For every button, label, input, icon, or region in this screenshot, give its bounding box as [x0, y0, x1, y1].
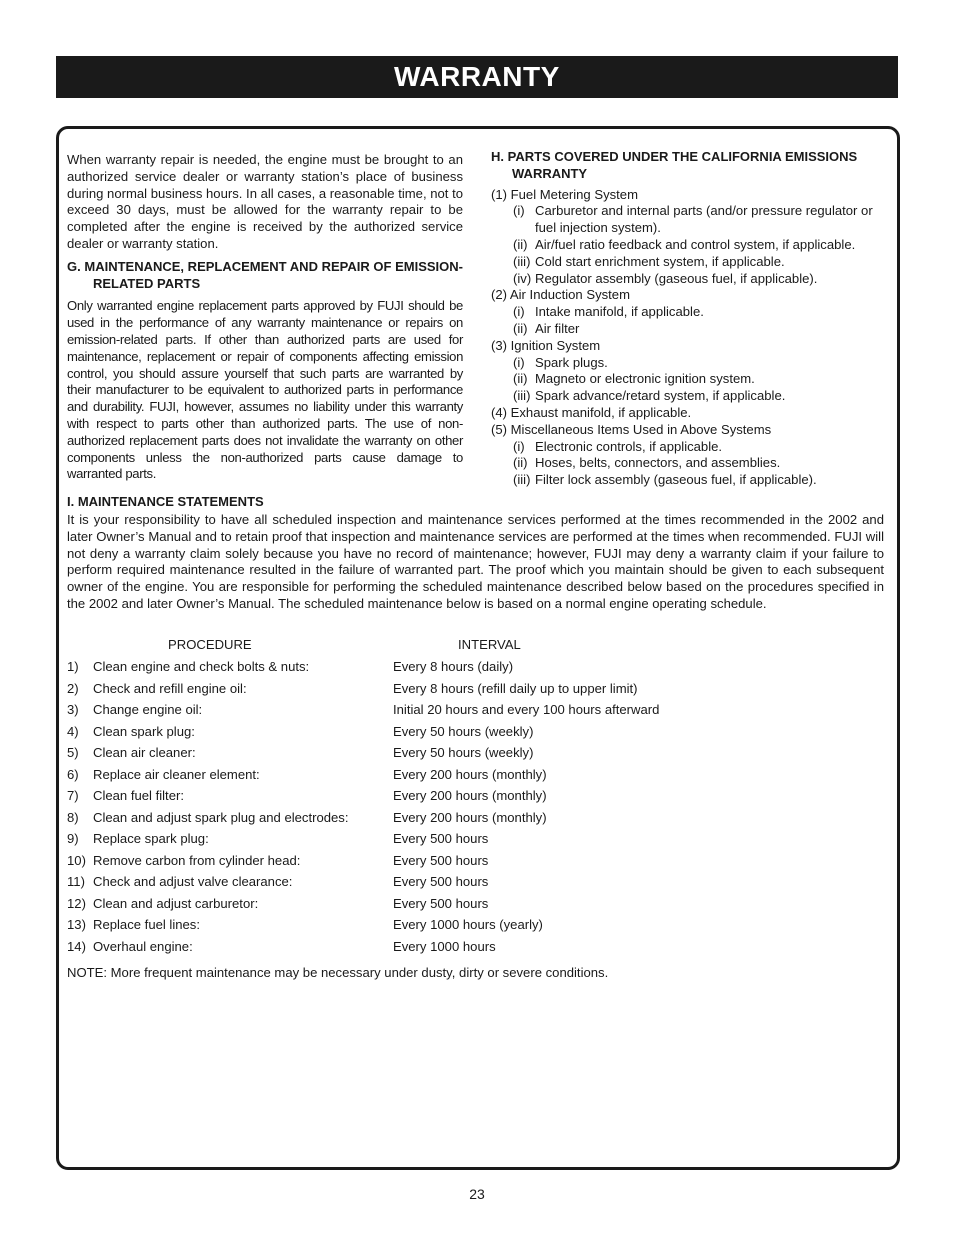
schedule-row-procedure: Overhaul engine: [93, 938, 193, 954]
parts-item-number: (iv) [513, 270, 532, 286]
schedule-row-interval: Every 50 hours (weekly) [393, 745, 534, 760]
maintenance-note: NOTE: More frequent maintenance may be necessary under dusty, dirty or severe conditions. [67, 965, 609, 980]
parts-item-text: Air/fuel ratio feedback and control system, if applicable. [535, 236, 856, 252]
schedule-row-interval: Every 8 hours (daily) [393, 659, 514, 674]
schedule-row-interval: Every 200 hours (monthly) [393, 766, 547, 782]
schedule-row [67, 896, 827, 912]
schedule-row-interval: Every 50 hours (weekly) [393, 723, 534, 739]
parts-group-title: (1) Fuel Metering System [491, 186, 638, 202]
schedule-row [67, 874, 827, 890]
schedule-row-procedure: Change engine oil: [93, 702, 203, 717]
parts-item-text: Electronic controls, if applicable. [535, 438, 723, 454]
page-header-bar [56, 56, 898, 98]
parts-item-text: Cold start enrichment system, if applicable. [535, 253, 785, 269]
schedule-row [67, 939, 827, 955]
schedule-row-number: 12) [67, 895, 86, 911]
parts-list-item [491, 271, 893, 288]
section-h-heading: H. PARTS COVERED UNDER THE CALIFORNIA EMISSIONS WARRANTY [491, 149, 858, 181]
schedule-row-number: 5) [67, 745, 79, 760]
parts-list-item [491, 355, 893, 372]
page-title: WARRANTY [394, 61, 560, 92]
parts-item-number: (ii) [513, 371, 528, 387]
schedule-row [67, 767, 827, 783]
schedule-row-interval: Every 8 hours (refill daily up to upper limit) [393, 680, 638, 696]
parts-item-text: Spark plugs. [535, 354, 608, 370]
parts-item-text: Carburetor and internal parts (and/or pressure regulator or fuel injection system). [535, 203, 873, 236]
section-i-heading: I. MAINTENANCE STATEMENTS [67, 494, 264, 510]
parts-group-title: (5) Miscellaneous Items Used in Above Systems [491, 421, 772, 437]
parts-list-item [491, 439, 893, 456]
schedule-row-number: 2) [67, 680, 79, 696]
schedule-row-procedure: Replace air cleaner element: [93, 766, 260, 782]
schedule-row-procedure: Clean air cleaner: [93, 745, 196, 760]
parts-item-number: (iii) [513, 253, 531, 269]
schedule-row-number: 9) [67, 831, 79, 846]
parts-item-text: Regulator assembly (gaseous fuel, if applicable). [535, 270, 818, 286]
schedule-row-interval: Every 500 hours [393, 852, 489, 868]
parts-list-item [491, 455, 893, 472]
maintenance-paragraph: It is your responsibility to have all scheduled inspection and maintenance services performed at the times recommended in the 2002 and later Owner’s Manual and to retain proof that inspection and maintenance services are performed at the times when recommended. FUJI will not deny a warranty claim solely because you have no record of maintenance; however, FUJI may deny a warranty claim if your failure to perform required maintenance resulted in the failure of warranted part. The proof which you maintain should be given to each subsequent owner of the engine. You are responsible for performing the scheduled maintenance described below based on the procedures specified in the 2002 and later Owner’s Manual. The scheduled maintenance below is based on a normal engine operating schedule. [67, 512, 884, 611]
schedule-row-procedure: Clean engine and check bolts & nuts: [93, 659, 310, 674]
schedule-row-procedure: Check and refill engine oil: [93, 680, 247, 696]
parts-list-item [491, 388, 893, 405]
covered-parts-list [491, 187, 893, 489]
parts-item-text: Spark advance/retard system, if applicable. [535, 388, 786, 404]
parts-item-number: (i) [513, 354, 525, 370]
parts-list-item [491, 321, 893, 338]
schedule-row-procedure: Clean fuel filter: [93, 788, 184, 803]
schedule-row-number: 10) [67, 852, 86, 868]
schedule-row-number: 7) [67, 788, 79, 803]
parts-list-item [491, 371, 893, 388]
parts-item-number: (iii) [513, 472, 531, 488]
parts-list-item [491, 304, 893, 321]
schedule-row-number: 13) [67, 917, 86, 932]
page-number: 23 [469, 1186, 485, 1202]
schedule-row-number: 1) [67, 659, 79, 674]
schedule-row-procedure: Clean spark plug: [93, 723, 195, 739]
parts-group-title: (2) Air Induction System [491, 287, 630, 303]
schedule-row-procedure: Replace fuel lines: [93, 917, 200, 932]
parts-group-title: (4) Exhaust manifold, if applicable. [491, 404, 692, 420]
schedule-row-number: 4) [67, 723, 79, 739]
schedule-row-interval: Every 500 hours [393, 874, 489, 889]
schedule-row-interval: Initial 20 hours and every 100 hours afterward [393, 702, 660, 717]
parts-item-text: Filter lock assembly (gaseous fuel, if applicable). [535, 472, 817, 488]
schedule-row [67, 853, 827, 869]
parts-list-item [491, 203, 893, 237]
parts-item-number: (i) [513, 438, 525, 454]
parts-item-number: (ii) [513, 320, 528, 336]
interval-column-header: INTERVAL [458, 637, 521, 652]
schedule-row-interval: Every 500 hours [393, 831, 489, 846]
schedule-row-interval: Every 500 hours [393, 895, 489, 911]
parts-list-item [491, 254, 893, 271]
schedule-row-interval: Every 1000 hours [393, 938, 496, 954]
parts-item-text: Air filter [535, 320, 580, 336]
parts-list-item [491, 472, 893, 489]
schedule-row-number: 14) [67, 938, 86, 954]
schedule-row [67, 917, 827, 933]
left-column [67, 152, 463, 511]
parts-item-number: (iii) [513, 388, 531, 404]
parts-item-text: Magneto or electronic ignition system. [535, 371, 755, 387]
schedule-row-procedure: Remove carbon from cylinder head: [93, 852, 301, 868]
parts-item-number: (ii) [513, 236, 528, 252]
section-g-paragraph: Only warranted engine replacement parts approved by FUJI should be used in the performance of any warranty maintenance or repairs on emission-related parts. If other than authorized parts are used for maintenance, replacement or repair of components affecting emission control, you should assure yourself that such parts are warranted by their manufacturer to be equivalent to authorized parts in performance and durability. FUJI, however, assumes no liability under this warranty with respect to parts other than authorized parts. The use of non-authorized replacement parts does not invalidate the warranty on other components unless the non-authorized parts cause damage to warranted parts. [67, 298, 463, 482]
schedule-row-interval: Every 200 hours (monthly) [393, 788, 547, 803]
schedule-row-interval: Every 1000 hours (yearly) [393, 917, 543, 932]
right-column [491, 149, 893, 489]
schedule-row-number: 8) [67, 809, 79, 825]
schedule-row [67, 788, 827, 804]
schedule-row [67, 702, 827, 718]
section-g-heading: G. MAINTENANCE, REPLACEMENT AND REPAIR OF EMISSION-RELATED PARTS [67, 258, 463, 291]
schedule-row-procedure: Check and adjust valve clearance: [93, 874, 293, 889]
schedule-row [67, 810, 827, 826]
schedule-row [67, 681, 827, 697]
parts-item-text: Intake manifold, if applicable. [535, 304, 704, 320]
schedule-row-procedure: Clean and adjust spark plug and electrodes: [93, 809, 349, 825]
parts-item-number: (ii) [513, 455, 528, 471]
schedule-row [67, 724, 827, 740]
schedule-row [67, 831, 827, 847]
schedule-row-procedure: Replace spark plug: [93, 831, 209, 846]
schedule-row-procedure: Clean and adjust carburetor: [93, 895, 259, 911]
parts-list-item [491, 237, 893, 254]
schedule-row-number: 11) [67, 874, 85, 889]
parts-item-text: Hoses, belts, connectors, and assemblies. [535, 455, 781, 471]
parts-item-number: (i) [513, 304, 525, 320]
schedule-row-number: 3) [67, 702, 79, 717]
schedule-row-number: 6) [67, 766, 79, 782]
schedule-row [67, 745, 827, 761]
parts-group-title: (3) Ignition System [491, 337, 601, 353]
schedule-row [67, 659, 827, 675]
procedure-column-header: PROCEDURE [168, 637, 252, 652]
schedule-row-interval: Every 200 hours (monthly) [393, 809, 547, 825]
intro-paragraph: When warranty repair is needed, the engine must be brought to an authorized service dealer or warranty station’s place of business during normal business hours. In all cases, a reasonable time, not to exceed 30 days, must be allowed for the warranty repair to be completed after the engine is received by the authorized service dealer or warranty station. [67, 152, 463, 251]
parts-item-number: (i) [513, 203, 525, 219]
